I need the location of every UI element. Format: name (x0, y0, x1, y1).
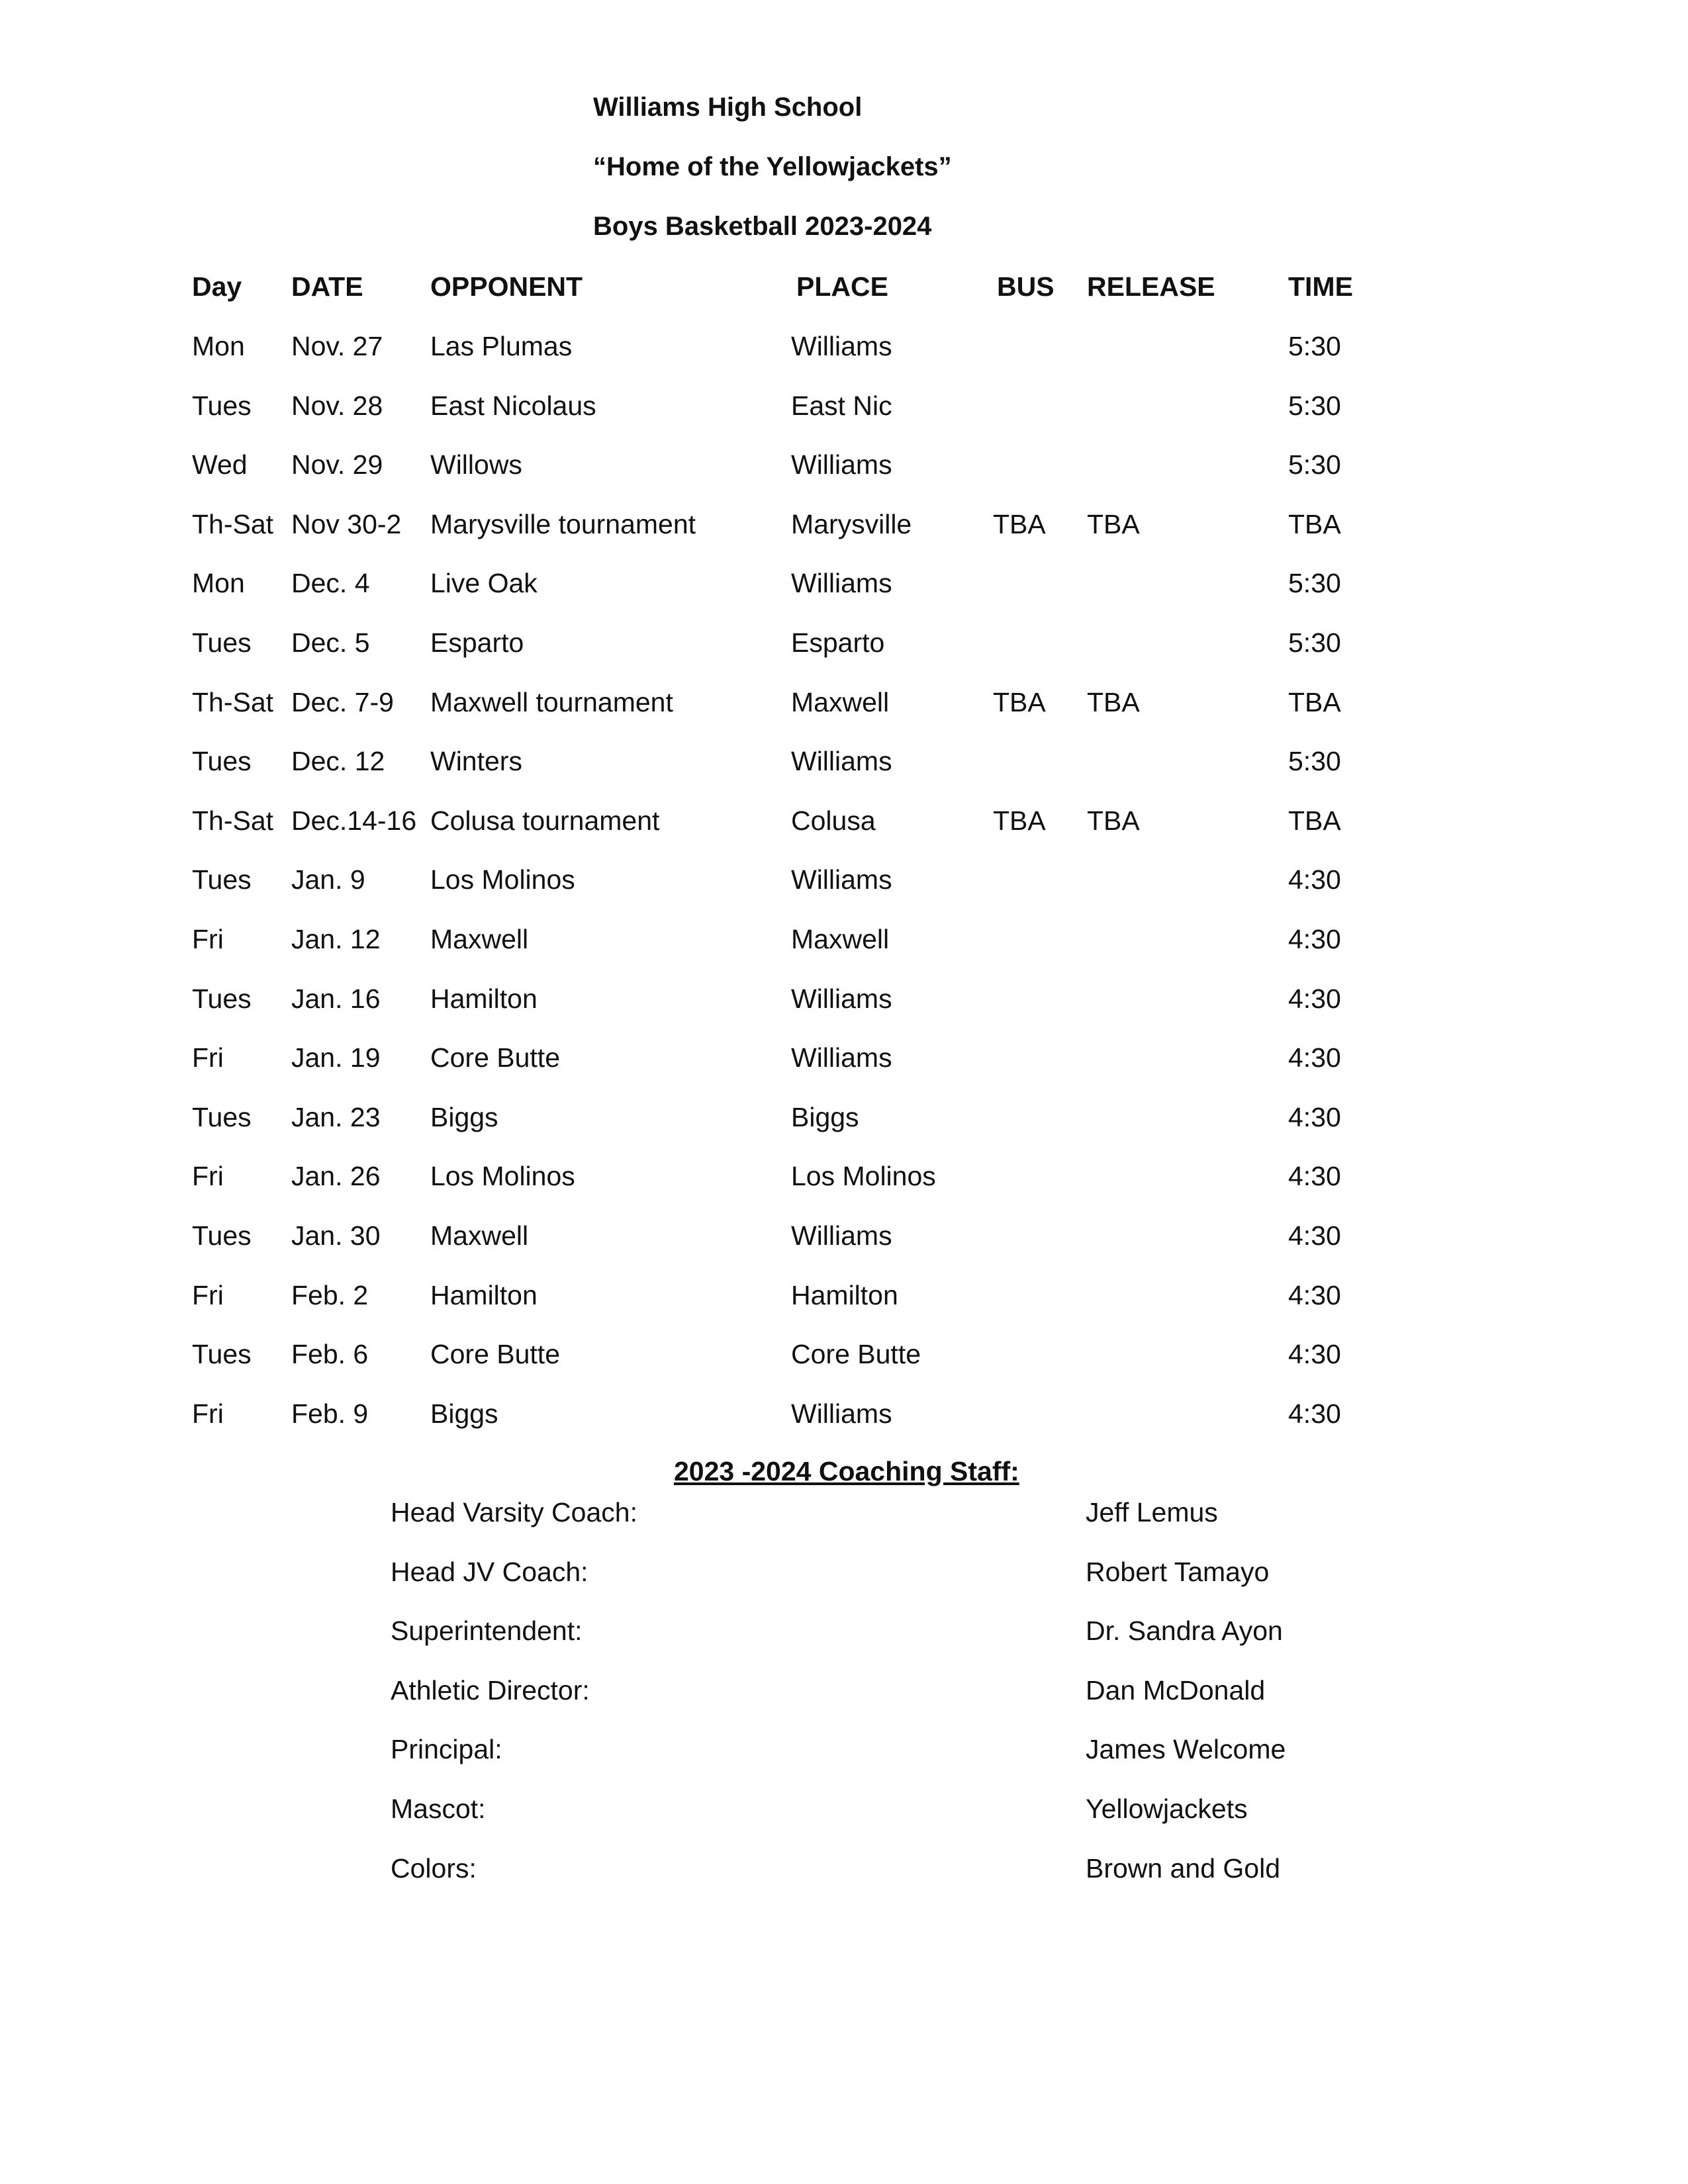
table-row (0, 1339, 1688, 1398)
table-row (0, 746, 1688, 805)
table-row (0, 627, 1688, 687)
game-day: Tues (192, 627, 252, 658)
game-day: Fri (192, 1042, 224, 1073)
column-header-bus: BUS (997, 271, 1055, 302)
game-day: Tues (192, 390, 252, 421)
game-time: 4:30 (1288, 1398, 1341, 1429)
game-place: Williams (791, 1220, 892, 1251)
schedule-table (0, 331, 1688, 1457)
column-header-place: PLACE (796, 271, 888, 302)
staff-name: Dan McDonald (1086, 1674, 1266, 1706)
game-opponent: Maxwell (430, 1220, 529, 1251)
game-release: TBA (1087, 508, 1140, 539)
staff-role: Head Varsity Coach: (391, 1497, 637, 1527)
table-row (0, 331, 1688, 390)
game-date: Feb. 6 (291, 1339, 369, 1370)
table-row (0, 390, 1688, 450)
staff-row (0, 1675, 1688, 1735)
season-title: Boys Basketball 2023-2024 (593, 212, 932, 241)
game-day: Fri (192, 1161, 224, 1192)
game-time: TBA (1288, 686, 1341, 717)
game-date: Nov 30-2 (291, 508, 402, 539)
game-opponent: Las Plumas (430, 331, 573, 361)
game-date: Jan. 9 (291, 864, 365, 895)
game-time: 4:30 (1288, 1042, 1341, 1073)
game-day: Tues (192, 1220, 252, 1251)
game-place: Maxwell (791, 686, 890, 717)
table-row (0, 1398, 1688, 1458)
game-date: Jan. 26 (291, 1161, 381, 1192)
game-day: Fri (192, 923, 224, 954)
game-opponent: Maxwell (430, 923, 529, 954)
game-date: Dec. 12 (291, 746, 385, 777)
game-date: Jan. 16 (291, 983, 381, 1014)
game-opponent: Hamilton (430, 1279, 538, 1310)
game-bus: TBA (993, 508, 1046, 539)
staff-row (0, 1853, 1688, 1913)
game-opponent: Maxwell tournament (430, 686, 673, 717)
game-date: Dec.14-16 (291, 805, 417, 836)
game-day: Tues (192, 864, 252, 895)
game-opponent: Colusa tournament (430, 805, 660, 836)
game-time: 4:30 (1288, 1279, 1341, 1310)
staff-row (0, 1497, 1688, 1557)
game-day: Mon (192, 568, 245, 599)
game-time: 4:30 (1288, 1220, 1341, 1251)
game-opponent: Willows (430, 449, 522, 480)
game-opponent: Winters (430, 746, 522, 777)
game-place: Hamilton (791, 1279, 898, 1310)
staff-name: Yellowjackets (1086, 1793, 1248, 1824)
staff-role: Colors: (391, 1852, 477, 1884)
game-time: 5:30 (1288, 331, 1341, 361)
game-place: Williams (791, 568, 892, 599)
game-opponent: Los Molinos (430, 864, 575, 895)
school-name: Williams High School (593, 93, 863, 122)
game-date: Dec. 7-9 (291, 686, 394, 717)
table-row (0, 1280, 1688, 1340)
table-row (0, 687, 1688, 747)
staff-role: Head JV Coach: (391, 1556, 588, 1587)
game-date: Jan. 12 (291, 923, 381, 954)
game-place: Williams (791, 1042, 892, 1073)
game-time: 5:30 (1288, 627, 1341, 658)
staff-role: Principal: (391, 1734, 502, 1765)
game-time: 5:30 (1288, 568, 1341, 599)
game-place: Williams (791, 864, 892, 895)
game-day: Th-Sat (192, 508, 274, 539)
game-place: Williams (791, 331, 892, 361)
game-place: Williams (791, 449, 892, 480)
table-row (0, 983, 1688, 1043)
staff-name: Dr. Sandra Ayon (1086, 1615, 1283, 1647)
game-day: Th-Sat (192, 686, 274, 717)
game-opponent: East Nicolaus (430, 390, 596, 421)
game-date: Nov. 27 (291, 331, 383, 361)
game-place: Williams (791, 1398, 892, 1429)
table-row (0, 1042, 1688, 1102)
game-place: Williams (791, 746, 892, 777)
staff-name: James Welcome (1086, 1734, 1286, 1765)
staff-role: Superintendent: (391, 1615, 583, 1647)
table-row (0, 1220, 1688, 1280)
staff-row (0, 1615, 1688, 1675)
column-header-release: RELEASE (1087, 271, 1215, 302)
table-row (0, 1161, 1688, 1220)
game-date: Nov. 28 (291, 390, 383, 421)
game-day: Tues (192, 1339, 252, 1370)
game-opponent: Esparto (430, 627, 524, 658)
game-opponent: Live Oak (430, 568, 538, 599)
coaching-staff-title: 2023 -2024 Coaching Staff: (674, 1456, 1019, 1486)
game-day: Tues (192, 983, 252, 1014)
game-place: Biggs (791, 1101, 859, 1132)
game-place: Esparto (791, 627, 885, 658)
table-row (0, 924, 1688, 983)
game-time: 5:30 (1288, 390, 1341, 421)
game-time: 4:30 (1288, 923, 1341, 954)
game-day: Fri (192, 1279, 224, 1310)
column-header-day: Day (192, 271, 242, 302)
game-bus: TBA (993, 805, 1046, 836)
game-date: Feb. 2 (291, 1279, 369, 1310)
game-opponent: Biggs (430, 1101, 498, 1132)
game-day: Mon (192, 331, 245, 361)
game-time: TBA (1288, 508, 1341, 539)
staff-name: Robert Tamayo (1086, 1556, 1270, 1587)
game-release: TBA (1087, 686, 1140, 717)
staff-row (0, 1734, 1688, 1794)
game-opponent: Los Molinos (430, 1161, 575, 1192)
game-time: 4:30 (1288, 1101, 1341, 1132)
game-day: Th-Sat (192, 805, 274, 836)
game-date: Dec. 5 (291, 627, 370, 658)
staff-name: Jeff Lemus (1086, 1497, 1218, 1527)
staff-name: Brown and Gold (1086, 1852, 1281, 1884)
game-date: Nov. 29 (291, 449, 383, 480)
table-row (0, 568, 1688, 627)
column-header-date: DATE (291, 271, 363, 302)
game-opponent: Marysville tournament (430, 508, 696, 539)
coaching-staff-list (0, 1497, 1688, 1912)
game-place: Williams (791, 983, 892, 1014)
game-time: 5:30 (1288, 746, 1341, 777)
game-place: East Nic (791, 390, 892, 421)
game-time: 4:30 (1288, 1339, 1341, 1370)
table-row (0, 449, 1688, 509)
staff-role: Athletic Director: (391, 1674, 590, 1706)
column-header-time: TIME (1288, 271, 1353, 302)
game-time: TBA (1288, 805, 1341, 836)
game-date: Jan. 19 (291, 1042, 381, 1073)
game-date: Dec. 4 (291, 568, 370, 599)
table-row (0, 805, 1688, 865)
game-opponent: Biggs (430, 1398, 498, 1429)
game-day: Tues (192, 746, 252, 777)
game-bus: TBA (993, 686, 1046, 717)
staff-row (0, 1557, 1688, 1616)
game-opponent: Core Butte (430, 1042, 560, 1073)
school-tagline: “Home of the Yellowjackets” (593, 152, 952, 181)
table-row (0, 864, 1688, 924)
staff-row (0, 1794, 1688, 1853)
game-place: Colusa (791, 805, 876, 836)
game-day: Tues (192, 1101, 252, 1132)
staff-role: Mascot: (391, 1793, 486, 1824)
game-date: Jan. 23 (291, 1101, 381, 1132)
game-opponent: Hamilton (430, 983, 538, 1014)
game-day: Wed (192, 449, 248, 480)
game-time: 4:30 (1288, 864, 1341, 895)
game-place: Maxwell (791, 923, 890, 954)
game-time: 5:30 (1288, 449, 1341, 480)
game-opponent: Core Butte (430, 1339, 560, 1370)
game-date: Feb. 9 (291, 1398, 369, 1429)
column-header-opponent: OPPONENT (430, 271, 583, 302)
game-place: Marysville (791, 508, 912, 539)
game-place: Core Butte (791, 1339, 921, 1370)
game-release: TBA (1087, 805, 1140, 836)
game-time: 4:30 (1288, 983, 1341, 1014)
game-time: 4:30 (1288, 1161, 1341, 1192)
game-day: Fri (192, 1398, 224, 1429)
game-place: Los Molinos (791, 1161, 936, 1192)
table-row (0, 1102, 1688, 1161)
table-row (0, 509, 1688, 569)
game-date: Jan. 30 (291, 1220, 381, 1251)
